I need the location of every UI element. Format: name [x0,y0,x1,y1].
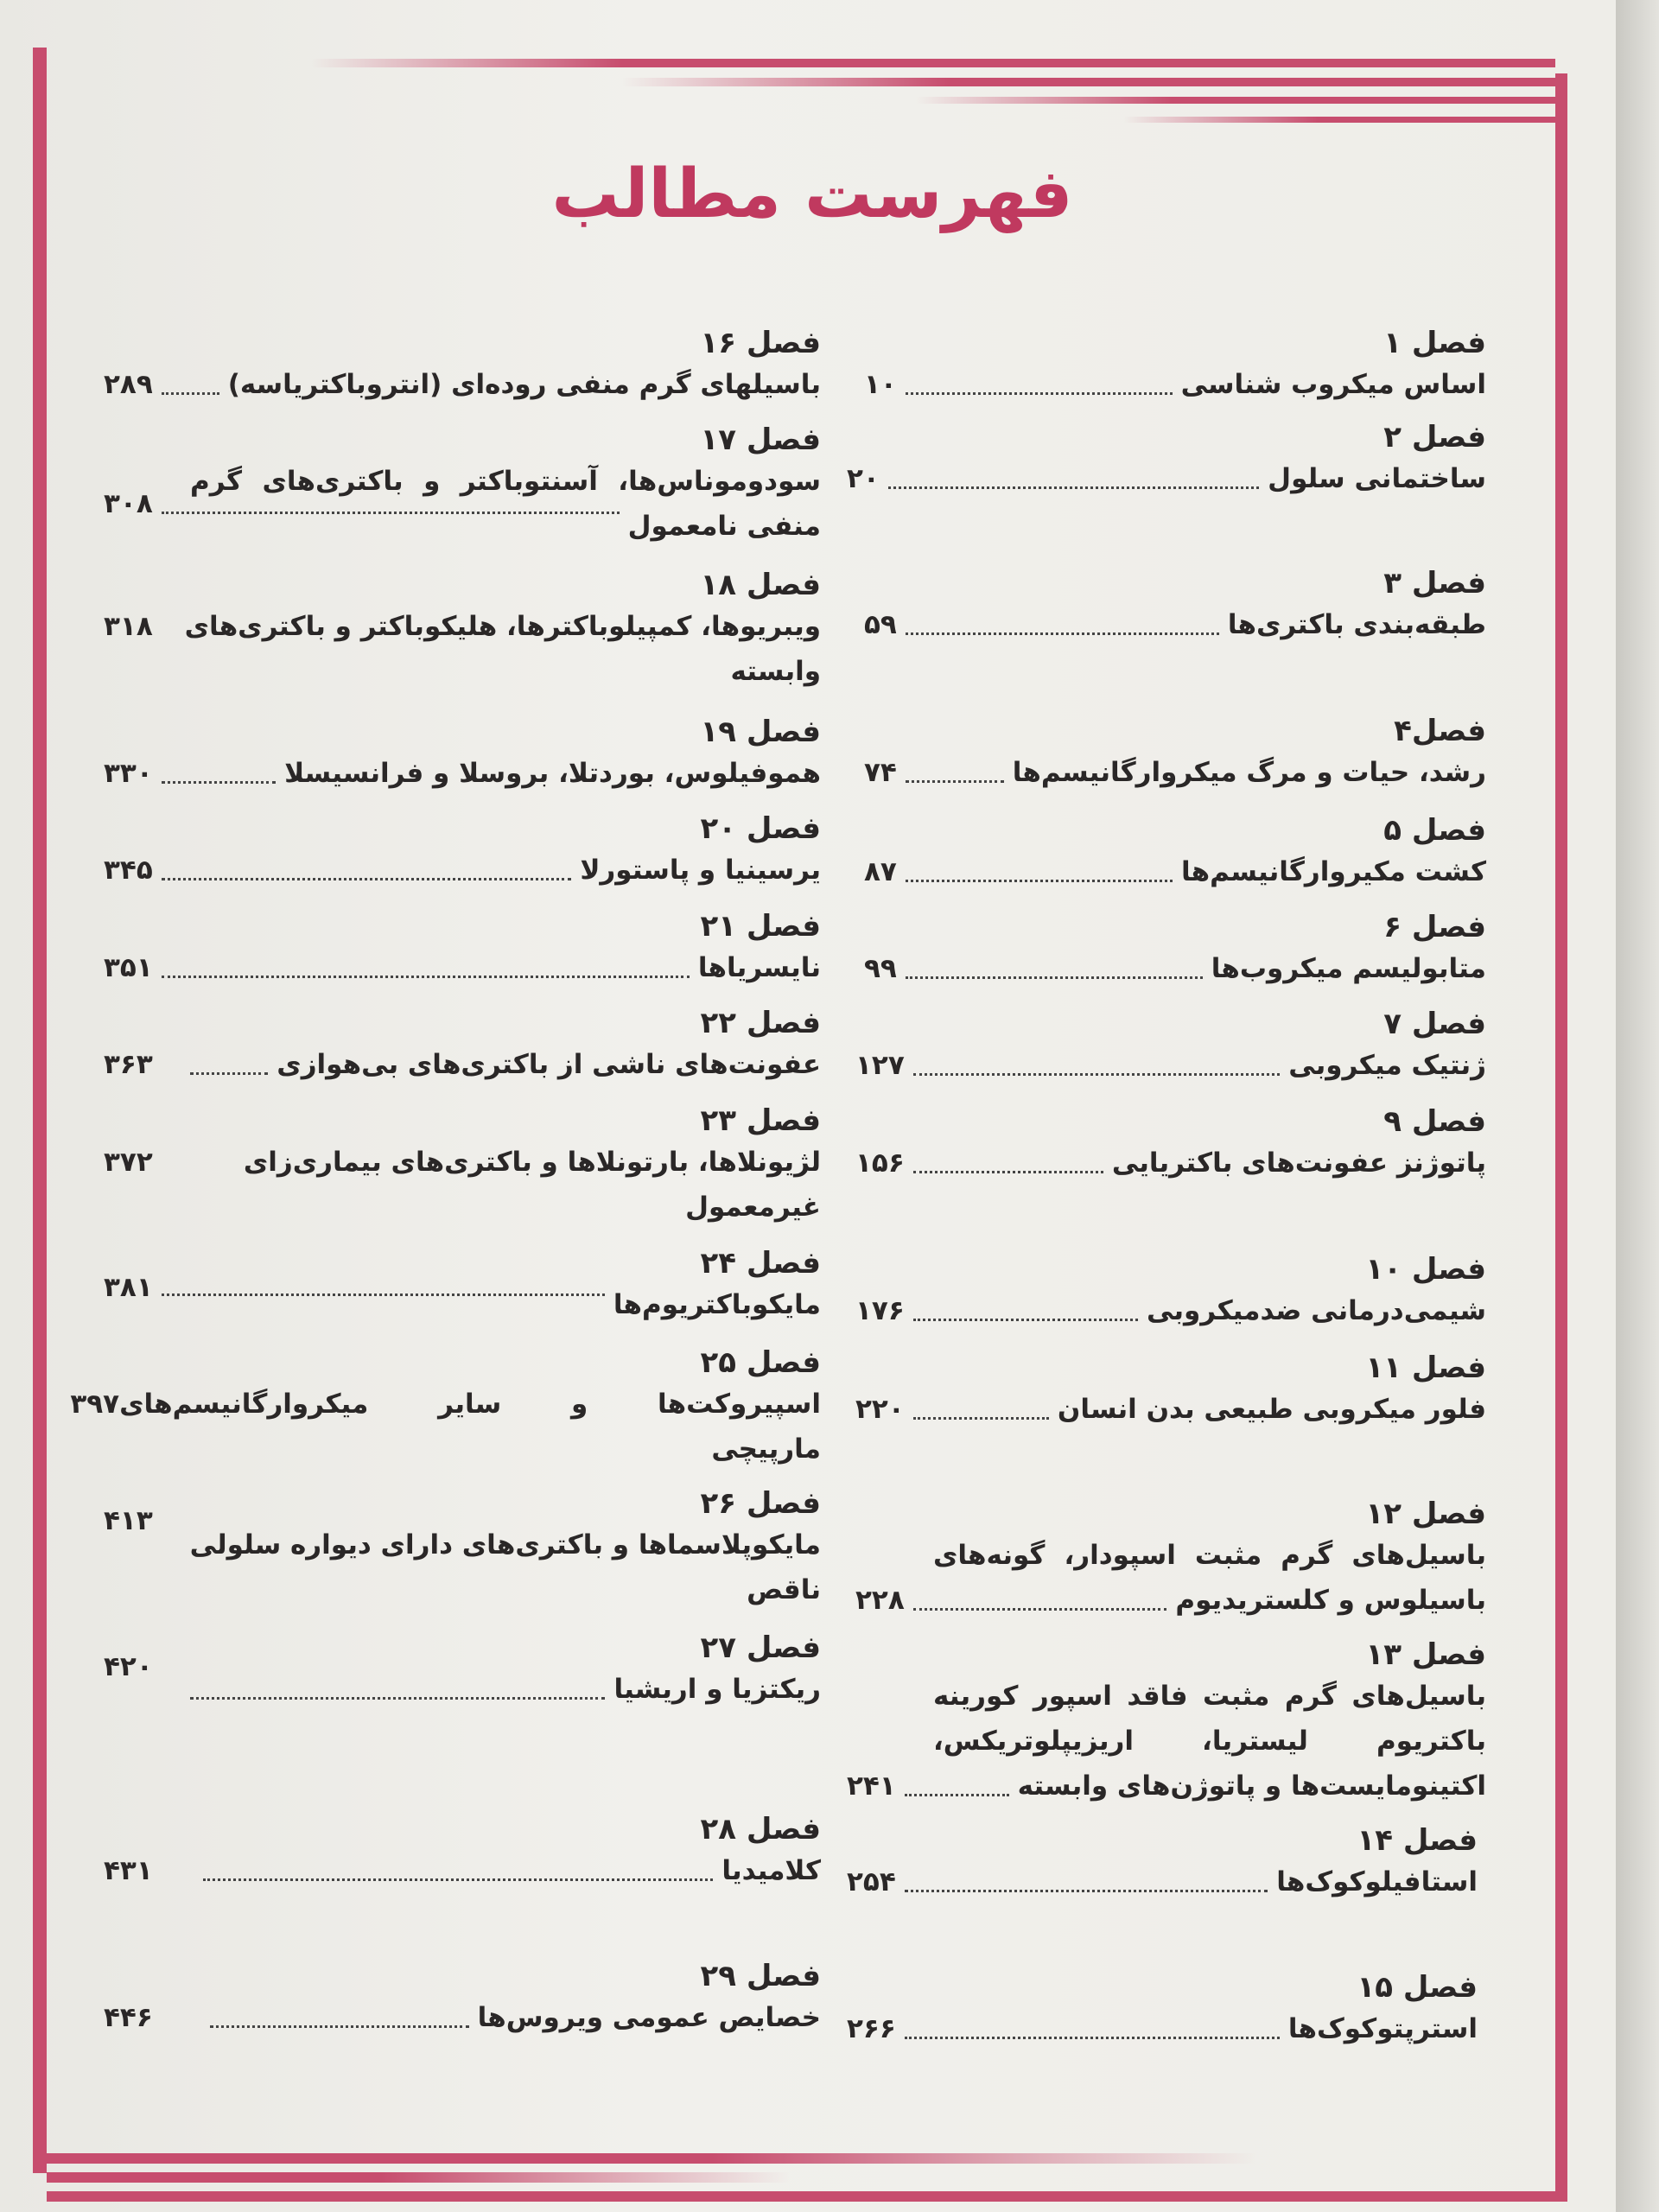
entry-title: رشد، حیات و مرگ میکروارگانیسم‌ها [1012,757,1486,788]
toc-entry [864,908,1486,991]
toc-entry [104,907,821,990]
entry-title: شیمی‌درمانی ضدمیکروبی [1147,1295,1486,1326]
entry-title: منفی نامعمول [627,511,821,542]
page-number: ۲۴۱ [847,1770,896,1802]
entry-line [864,602,1486,647]
entry-line [855,1288,1486,1333]
chapter-heading: فصل۴ [1394,714,1486,748]
chapter-heading: فصل ۶ [1383,910,1486,944]
toc-entry [855,1250,1486,1333]
chapter-heading: فصل ۲۵ [700,1345,821,1380]
toc-entry [855,1005,1486,1088]
entry-title: عفونت‌های ناشی از باکتری‌های بی‌هوازی [276,1049,821,1080]
entry-line [864,362,1486,407]
toc-entry [104,1244,821,1327]
entry-title: ژنتیک میکروبی [1288,1050,1486,1081]
page-number: ۸۷ [864,856,897,887]
dot-leader [888,486,1259,489]
entry-line [855,1141,1486,1185]
chapter-heading: فصل ۱ [1383,326,1486,360]
toc-entry [855,1349,1486,1432]
chapter-heading: فصل ۱۴ [1357,1823,1478,1858]
dot-leader [906,880,1173,882]
header-stripe-3 [916,97,1555,104]
dot-leader [190,1697,605,1700]
chapter-heading: فصل ۲۱ [700,909,821,944]
entry-title: باکتریوم لیستریا، اریزیپلوتریکس، [933,1726,1486,1757]
header-stripe-4 [1123,117,1555,123]
entry-title: کلامیدیا [721,1855,821,1886]
page-title: فهرست مطالب [551,156,1073,233]
entry-line [104,604,821,649]
page-number: ۴۴۶ [104,2002,153,2033]
entry-line [847,1674,1486,1719]
entry-title: استافیلوکوک‌ها [1276,1866,1478,1897]
chapter-heading: فصل ۲۳ [700,1103,821,1138]
header-stripe-1 [311,59,1555,67]
toc-entry [864,712,1486,795]
dot-leader [913,1608,1167,1611]
entry-line [104,1995,821,2040]
page-number: ۹۹ [864,953,897,984]
chapter-heading: فصل ۲۶ [700,1486,821,1521]
toc-entry [847,418,1486,501]
page-number: ۳۳۰ [104,758,153,789]
entry-line [104,848,821,893]
entry-line [855,1578,1486,1623]
chapter-heading: فصل ۲۲ [700,1006,821,1040]
page-number: ۴۱۳ [104,1505,153,1536]
page-number: ۲۲۰ [855,1394,905,1425]
entry-title: مایکوباکتریوم‌ها [613,1289,821,1320]
entry-line [104,649,821,694]
footer-stripe-3 [47,2191,1567,2202]
entry-title: ریکتزیا و اریشیا [613,1674,821,1705]
entry-line [864,849,1486,894]
toc-entry [104,324,821,407]
chapter-heading: فصل ۲۹ [700,1959,821,1993]
page-number: ۱۷۶ [855,1295,905,1326]
entry-title: باسیل‌های گرم مثبت اسپودار، گونه‌های [933,1540,1486,1571]
entry-title: هموفیلوس، بوردتلا، بروسلا و فرانسیسلا [284,758,821,789]
page-number: ۵۹ [864,609,897,640]
toc-entry [864,564,1486,647]
toc-entry [104,1810,821,1893]
page-number: ۴۲۰ [104,1651,153,1682]
toc-entry [855,1103,1486,1185]
chapter-heading: فصل ۲ [1383,420,1486,454]
entry-line [104,1848,821,1893]
chapter-heading: فصل ۱۱ [1365,1351,1486,1385]
dot-leader [162,781,276,784]
entry-line [104,1651,821,1712]
dot-leader [913,1171,1103,1173]
page-number: ۳۱۸ [104,611,153,642]
dot-leader [203,1878,713,1881]
footer-stripe-1 [47,2153,1256,2164]
dot-leader [906,976,1203,979]
entry-title: سودوموناس‌ها، آسنتوباکتر و باکتری‌های گرم [190,466,821,497]
dot-leader [162,878,572,880]
dot-leader [905,2037,1280,2039]
entry-line [847,2006,1478,2051]
chapter-heading: فصل ۲۴ [700,1246,821,1281]
chapter-heading: فصل ۳ [1383,566,1486,601]
toc-entry [104,1484,821,1612]
entry-title: خصایص عمومی ویروس‌ها [477,2002,821,2033]
page-number: ۲۸۹ [104,369,153,400]
chapter-heading: فصل ۱۷ [700,423,821,457]
chapter-heading: فصل ۵ [1383,813,1486,848]
entry-line [104,1185,821,1230]
chapter-heading: فصل ۹ [1383,1104,1486,1139]
dot-leader [913,1073,1280,1076]
entry-title: باسیل‌های گرم مثبت فاقد اسپور کورینه [933,1681,1486,1712]
toc-entry [104,810,821,893]
entry-line [855,1533,1486,1578]
dot-leader [162,392,219,395]
entry-title: لژیونلاها، بارتونلاها و باکتری‌های بیماری‌زای [243,1147,821,1178]
entry-title: مایکوپلاسماها و باکتری‌های دارای دیواره سلولی [189,1529,821,1560]
left-border-bar [33,48,47,2173]
page-number: ۳۶۳ [104,1049,153,1080]
entry-title: غیرمعمول [685,1192,821,1223]
page-number: ۷۴ [864,757,897,788]
entry-line [104,1042,821,1087]
page-number: ۴۳۱ [104,1855,153,1886]
entry-title: باسیلهای گرم منفی روده‌ای (انتروباکتریاسه) [227,369,821,400]
entry-line [104,1427,821,1471]
page-number: ۳۰۸ [104,488,153,519]
toc-entry [864,811,1486,894]
dot-leader [905,1890,1268,1892]
toc-entry [104,421,821,549]
toc-entry [864,324,1486,407]
entry-title: استرپتوکوک‌ها [1287,2013,1478,2044]
page-number: ۲۰ [847,463,880,494]
toc-entry [104,1102,821,1230]
entry-title: متابولیسم میکروب‌ها [1211,953,1486,984]
entry-line [104,459,821,504]
dot-leader [190,1072,268,1075]
entry-title: ناقص [747,1574,821,1605]
page-number: ۲۲۸ [855,1585,905,1616]
entry-title: ساختمانی سلول [1268,463,1486,494]
entry-line [847,1764,1486,1808]
toc-entry [847,1636,1486,1808]
chapter-heading: فصل ۱۰ [1365,1252,1486,1287]
entry-line [855,1387,1486,1432]
chapter-heading: فصل ۲۰ [700,811,821,846]
entry-line [847,1719,1486,1764]
entry-title: کشت مکیروارگانیسم‌ها [1180,856,1486,887]
page-number: ۳۵۱ [104,952,153,983]
page-number: ۱۲۷ [855,1050,905,1081]
dot-leader [210,2025,469,2028]
dot-leader [913,1319,1138,1321]
entry-line [104,1567,821,1612]
entry-line [864,750,1486,795]
chapter-heading: فصل ۱۶ [700,326,821,360]
entry-line [847,456,1486,501]
dot-leader [162,512,620,514]
header-stripe-2 [622,78,1555,86]
footer-stripe-2 [47,2172,790,2183]
dot-leader [905,1794,1009,1796]
entry-line [864,946,1486,991]
toc-entry [104,1004,821,1087]
page-number: ۱۵۶ [855,1147,905,1179]
toc-entry [104,713,821,796]
chapter-heading: فصل ۲۸ [700,1812,821,1847]
entry-title: مارپیچی [711,1433,821,1465]
chapter-heading: فصل ۱۳ [1365,1637,1486,1672]
entry-line [104,1140,821,1185]
entry-line [847,1859,1478,1904]
entry-line [70,1382,821,1427]
dot-leader [162,1294,605,1296]
page-number: ۳۹۷ [70,1389,120,1420]
entry-title: فلور میکروبی طبیعی بدن انسان [1057,1394,1486,1425]
dot-leader [906,632,1219,635]
dot-leader [913,1417,1049,1420]
entry-line [104,1505,821,1567]
chapter-heading: فصل ۱۸ [700,568,821,602]
dot-leader [162,976,690,978]
toc-entry [104,1957,821,2040]
chapter-heading: فصل ۱۲ [1365,1497,1486,1531]
toc-entry [855,1495,1486,1623]
chapter-heading: فصل ۱۹ [700,715,821,749]
toc-entry [104,1629,821,1712]
chapter-heading: فصل ۱۵ [1357,1970,1478,2005]
entry-title: باسیلوس و کلستریدیوم [1175,1585,1486,1616]
entry-line [104,362,821,407]
page-number: ۳۴۵ [104,855,153,886]
entry-title: نایسریاها [697,952,821,983]
toc-entry [70,1344,821,1471]
dot-leader [906,392,1173,395]
chapter-heading: فصل ۷ [1383,1007,1486,1041]
entry-title: پاتوژنز عفونت‌های باکتریایی [1111,1147,1486,1179]
entry-title: ویبریوها، کمپیلوباکترها، هلیکوباکتر و باکتری‌های [184,611,821,642]
page-number: ۳۷۲ [104,1147,153,1178]
entry-title: اکتینومایست‌ها و پاتوژن‌های وابسته [1017,1770,1486,1802]
entry-title: اساس میکروب شناسی [1180,369,1486,400]
page-number: ۳۸۱ [104,1272,153,1303]
dot-leader [906,780,1004,783]
page-number: ۲۶۶ [847,2013,896,2044]
toc-entry [847,1821,1478,1904]
adjacent-page-edge [1616,0,1659,2212]
toc-entry [847,1968,1478,2051]
chapter-heading: فصل ۲۷ [700,1630,821,1665]
entry-line [104,945,821,990]
entry-title: اسپیروکت‌ها و سایر میکروارگانیسم‌های [119,1389,821,1420]
toc-entry [104,566,821,694]
right-border-bar [1555,73,1567,2195]
entry-title: یرسینیا و پاستورلا [580,855,821,886]
entry-line [104,1272,821,1327]
entry-line [104,488,821,549]
page-number: ۱۰ [864,369,897,400]
entry-title: طبقه‌بندی باکتری‌ها [1227,609,1486,640]
page-number: ۲۵۴ [847,1866,896,1897]
entry-line [104,751,821,796]
entry-line [855,1043,1486,1088]
entry-title: وابسته [730,656,821,687]
